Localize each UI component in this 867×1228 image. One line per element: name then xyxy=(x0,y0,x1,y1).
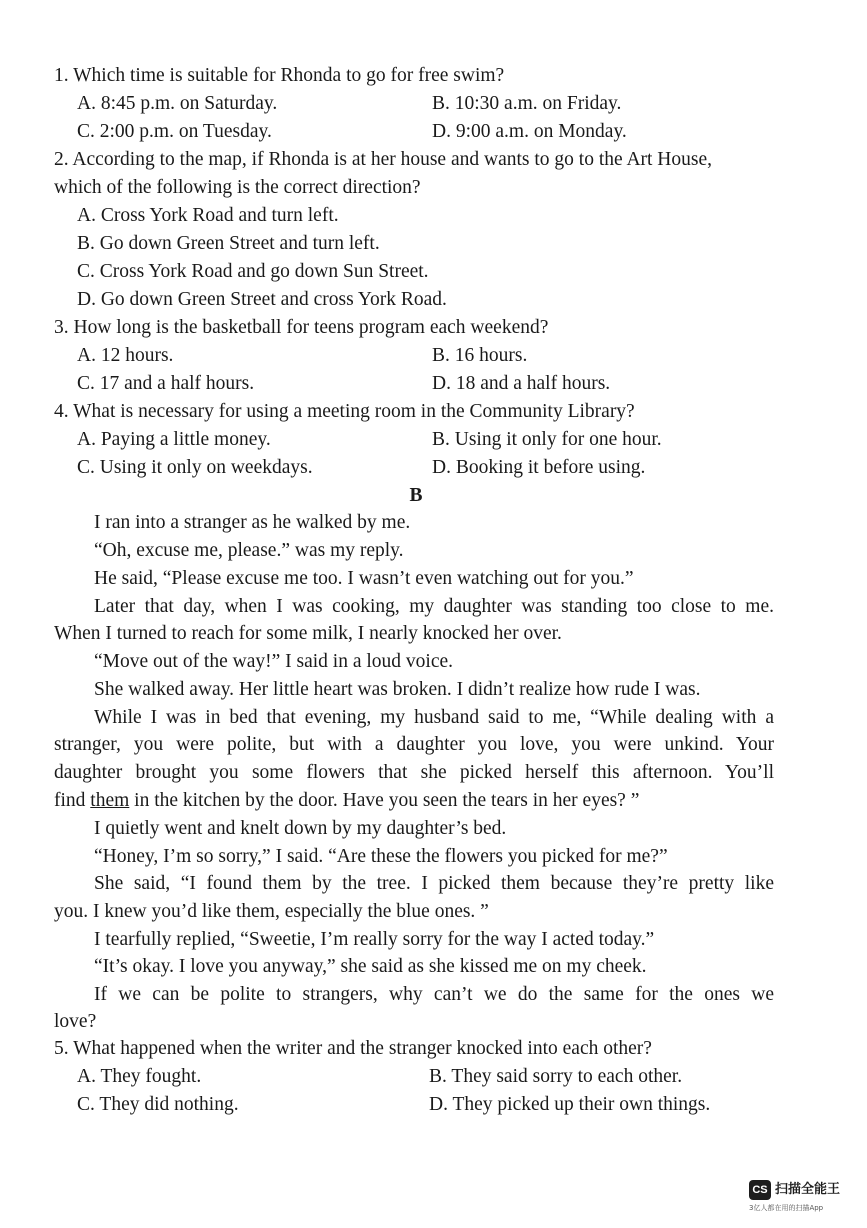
passage-line: She said, “I found them by the tree. I picked them because they’re pretty like xyxy=(94,873,774,894)
q2-option-a: A. Cross York Road and turn left. xyxy=(77,205,339,226)
question-5: 5. What happened when the writer and the stranger knocked into each other? xyxy=(54,1038,652,1059)
q1-option-c: C. 2:00 p.m. on Tuesday. xyxy=(77,121,272,142)
q4-option-c: C. Using it only on weekdays. xyxy=(77,457,313,478)
question-2-line-2: which of the following is the correct direction? xyxy=(54,177,421,198)
passage-line: I ran into a stranger as he walked by me. xyxy=(94,512,411,533)
passage-line: you. I knew you’d like them, especially the blue ones. ” xyxy=(54,901,489,922)
q1-option-d: D. 9:00 a.m. on Monday. xyxy=(432,121,627,142)
passage-line: “Honey, I’m so sorry,” I said. “Are these the flowers you picked for me?” xyxy=(94,846,668,867)
passage-text: find xyxy=(54,790,91,811)
q3-option-d: D. 18 and a half hours. xyxy=(432,373,611,394)
q2-option-c: C. Cross York Road and go down Sun Street. xyxy=(77,261,429,282)
passage-line: I tearfully replied, “Sweetie, I’m really sorry for the way I acted today.” xyxy=(94,929,655,950)
passage-line: “Move out of the way!” I said in a loud voice. xyxy=(94,651,454,672)
passage-line: daughter brought you some flowers that she picked herself this afternoon. You’ll xyxy=(54,762,774,783)
q2-option-d: D. Go down Green Street and cross York Road. xyxy=(77,289,447,310)
q1-option-a: A. 8:45 p.m. on Saturday. xyxy=(77,93,278,114)
watermark-tagline: 3亿人都在用的扫描App xyxy=(749,1204,824,1212)
scanner-watermark xyxy=(749,1180,859,1216)
q5-option-b: B. They said sorry to each other. xyxy=(429,1066,683,1087)
q4-option-b: B. Using it only for one hour. xyxy=(432,429,662,450)
q3-option-a: A. 12 hours. xyxy=(77,345,174,366)
passage-line: When I turned to reach for some milk, I nearly knocked her over. xyxy=(54,623,562,644)
underlined-word: them xyxy=(90,790,130,811)
section-b-heading: B xyxy=(409,485,423,506)
q5-option-a: A. They fought. xyxy=(77,1066,202,1087)
passage-line: While I was in bed that evening, my husband said to me, “While dealing with a xyxy=(94,707,774,728)
q3-option-b: B. 16 hours. xyxy=(432,345,528,366)
q5-option-d: D. They picked up their own things. xyxy=(429,1094,711,1115)
question-3: 3. How long is the basketball for teens program each weekend? xyxy=(54,317,549,338)
q3-option-c: C. 17 and a half hours. xyxy=(77,373,255,394)
passage-line: Later that day, when I was cooking, my daughter was standing too close to me. xyxy=(94,596,774,617)
q1-option-b: B. 10:30 a.m. on Friday. xyxy=(432,93,622,114)
q5-option-c: C. They did nothing. xyxy=(77,1094,239,1115)
passage-line: stranger, you were polite, but with a daughter you love, you were unkind. Your xyxy=(54,734,774,755)
passage-text: in the kitchen by the door. Have you seen the tears in her eyes? ” xyxy=(129,790,640,811)
question-2-line-1: 2. According to the map, if Rhonda is at her house and wants to go to the Art House, xyxy=(54,149,713,170)
camscanner-logo-icon: CS xyxy=(749,1180,771,1200)
passage-line: love? xyxy=(54,1011,97,1032)
question-4: 4. What is necessary for using a meeting room in the Community Library? xyxy=(54,401,635,422)
question-1: 1. Which time is suitable for Rhonda to go for free swim? xyxy=(54,65,505,86)
passage-line-with-underline xyxy=(54,787,639,815)
q4-option-a: A. Paying a little money. xyxy=(77,429,271,450)
passage-line: “Oh, excuse me, please.” was my reply. xyxy=(94,540,404,561)
passage-line: He said, “Please excuse me too. I wasn’t even watching out for you.” xyxy=(94,568,634,589)
q2-option-b: B. Go down Green Street and turn left. xyxy=(77,233,380,254)
passage-line: I quietly went and knelt down by my daughter’s bed. xyxy=(94,818,507,839)
passage-line: “It’s okay. I love you anyway,” she said as she kissed me on my cheek. xyxy=(94,956,647,977)
passage-line: If we can be polite to strangers, why can’t we do the same for the ones we xyxy=(94,984,774,1005)
q4-option-d: D. Booking it before using. xyxy=(432,457,646,478)
passage-line: She walked away. Her little heart was broken. I didn’t realize how rude I was. xyxy=(94,679,701,700)
watermark-app-name: 扫描全能王 xyxy=(775,1182,841,1197)
